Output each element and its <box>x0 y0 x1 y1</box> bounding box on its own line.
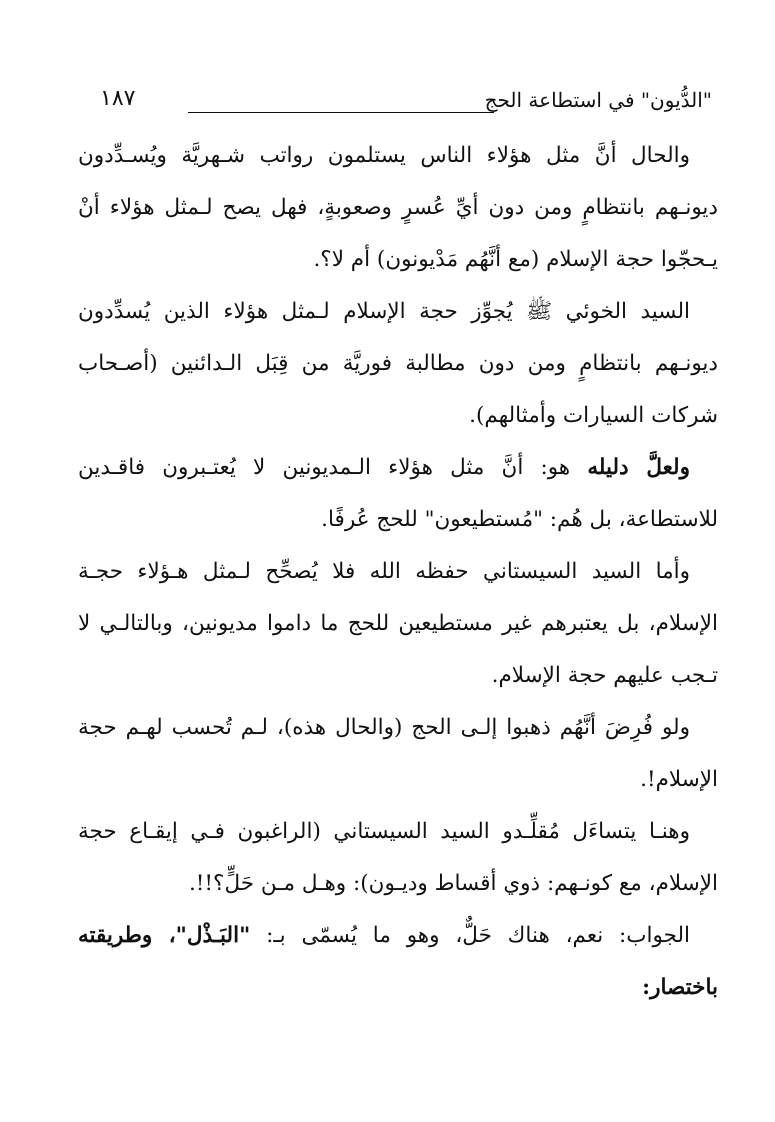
paragraph <box>78 910 718 1014</box>
paragraph <box>78 130 718 286</box>
paragraph <box>78 286 718 442</box>
paragraph <box>78 806 718 910</box>
paragraph <box>78 546 718 702</box>
body-text <box>78 130 718 1014</box>
page-number: ١٨٧ <box>100 86 136 111</box>
paragraph-lead: ولعلَّ دليله <box>587 455 690 480</box>
running-title: "الدُّيون" في استطاعة الحج <box>484 88 712 112</box>
header-rule <box>188 112 494 113</box>
paragraph-text: والحال أنَّ مثل هؤلاء الناس يستلمون رواتب شـهريَّة ويُسـدِّدون ديونـهم بانتظامٍ ومن دون أيِّ عُسرٍ وصعوبةٍ، فهل يصح لـمثل هؤلاء أنْ يـحجّوا حجة الإسلام (مع أنَّهُم مَدْيونون) أم لا؟. <box>78 143 718 272</box>
paragraph <box>78 442 718 546</box>
paragraph-text: هو: أنَّ مثل هؤلاء الـمديونين لا يُعتـبرون فاقـدين للاستطاعة، بل هُم: "مُستطيعون" للحج عُرفًا. <box>78 455 718 532</box>
paragraph-text: السيد الخوئي ﷺ يُجوِّز حجة الإسلام لـمثل هؤلاء الذين يُسدِّدون ديونـهم بانتظامٍ ومن دون مطالبة فوريَّة من قِبَل الـدائنين (أصـحاب شركات السيارات وأمثالهم). <box>78 299 718 428</box>
paragraph-bold-tail: "البَـذْل"، وطريقته باختصار: <box>78 923 718 1000</box>
paragraph <box>78 702 718 806</box>
paragraph-text: وهنـا يتساءَل مُقلِّـدو السيد السيستاني (الراغبون فـي إيقـاع حجة الإسلام، مع كونـهم: ذوي أقساط وديـون): وهـل مـن حَلٍّ؟!!. <box>78 819 718 896</box>
page-header <box>100 84 712 124</box>
paragraph-text: ولو فُرِضَ أنَّهُم ذهبوا إلـى الحج (والحال هذه)، لـم تُحسب لهـم حجة الإسلام!. <box>78 715 718 792</box>
paragraph-lead: الجواب: نعم، هناك حَلٌّ، وهو ما يُسمّى بـ: <box>250 923 691 948</box>
paragraph-text: وأما السيد السيستاني حفظه الله فلا يُصحِّح لـمثل هـؤلاء حجـة الإسلام، بل يعتبرهم غير مستطيعين للحج ما داموا مديونين، وبالتالـي لا تـجب عليهم حجة الإسلام. <box>78 559 718 688</box>
